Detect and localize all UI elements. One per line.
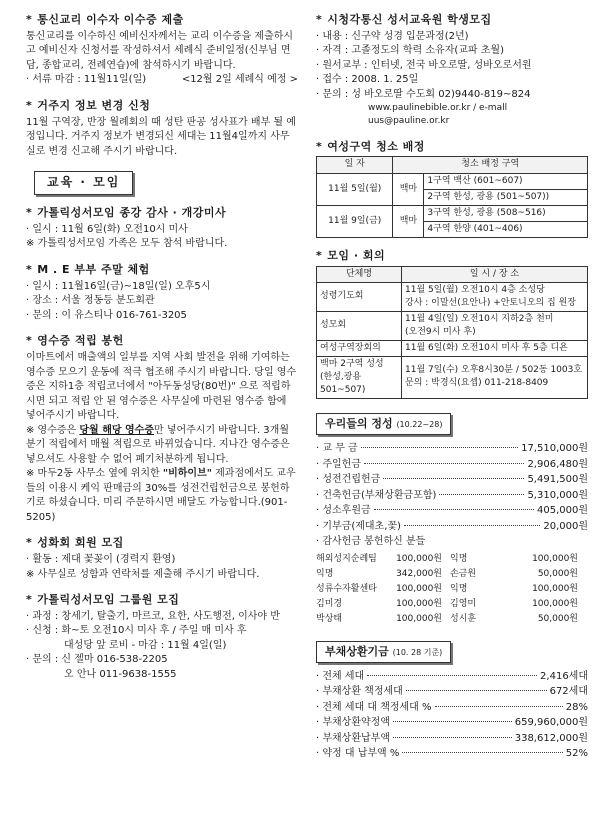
info-line: · 과정 : 창세기, 탈출기, 마르코, 요한, 사도행전, 이사야 반 [26, 610, 280, 622]
donor-name: 익명 [450, 553, 468, 564]
amount-value: 659,960,000원 [514, 717, 588, 729]
info-line: · 신청 : 화~토 오전10시 미사 후 / 주일 매 미사 후 [26, 625, 247, 637]
table-header: 일 자 [317, 157, 393, 173]
info-line: · 문의 : 신 젤마 016-538-2205 [26, 654, 168, 666]
offerings [316, 409, 588, 627]
donor-amount: 100,000원 [396, 553, 442, 564]
table-row: 11월 5일(월) 백마 1구역 백산 (601~607) [317, 173, 588, 189]
amount-value: 17,510,000원 [521, 443, 588, 454]
notice-body: 이마트에서 매출액의 일부를 지역 사회 발전을 위해 기여하는 영수증 모으기 운동에 적극 협조해 주시기 바랍니다. 당일 영수증은 지하1층 적립코너에서 "아두동성당(80번)" 으로 적립하시면 되고 적립 안 된 영수증은 사무실에 마련된 영수증 함에 넣어주시기 바랍니다. [26, 352, 297, 422]
amount-label: · 성소후원금 [316, 505, 371, 516]
amount-row [316, 747, 588, 762]
donor-amount: 100,000원 [532, 583, 578, 594]
debt-fund [316, 637, 588, 762]
amount-value: 28% [565, 701, 588, 713]
info-line: · 장소 : 서울 정동등 분도회관 [26, 295, 155, 307]
section-title: * 여성구역 청소 배정 [316, 139, 425, 153]
table-header: 청소 배정 구역 [393, 157, 588, 173]
section-title: * M . E 부부 주말 체험 [26, 262, 150, 276]
amount-value: 2,906,480원 [527, 458, 588, 470]
donor-grid [316, 552, 588, 627]
donor-amount: 100,000원 [532, 553, 578, 564]
table-row: 11월 9일(금) 백마 3구역 한성, 광용 (508~516) [317, 205, 588, 221]
amount-row [316, 716, 588, 731]
amount-row [316, 732, 588, 747]
table-header: 단체명 [317, 266, 402, 282]
amount-row [316, 685, 588, 700]
amount-value: 338,612,000원 [514, 732, 588, 744]
donor-amount: 100,000원 [532, 598, 578, 609]
meetings [316, 248, 588, 399]
info-line: · 문의 : 성 바오로딸 수도회 02)9440-819~824 [316, 88, 531, 100]
section-title: * 시청각통신 성서교육원 학생모집 [316, 13, 492, 26]
amount-value: 405,000원 [536, 505, 588, 516]
notice-body: ※ 마두2동 사무소 옆에 위치한 "비하이브" 제과점에서도 교우들의 이용시 케익 판매금의 30%를 성전건립헌금으로 봉헌하기로 하셨습니다. 미리 주문하시면 배달도 가능합니다.(901-5205) [26, 468, 296, 523]
info-line: · 내용 : 신구약 성경 입문과정(2년) [316, 30, 469, 42]
donor-amount: 50,000원 [537, 613, 578, 624]
info-line: · 활동 : 제대 꽃꽂이 (경력지 환영) [26, 554, 176, 566]
notice-catechism [26, 12, 298, 88]
donor-name: 김미경 [316, 598, 343, 609]
amount-row [316, 458, 588, 473]
donor-name: 김영미 [450, 598, 477, 609]
donor-name: 손금원 [450, 568, 477, 579]
amount-label: · 부채상환납부액 [316, 732, 390, 744]
contact-url[interactable]: www.paulinebible.or.kr / e-mall uus@pauline.or.kr [368, 103, 508, 127]
section-title: 부채상환기금 (10. 28 기준) [316, 641, 451, 663]
donor-amount: 100,000원 [396, 613, 442, 624]
table-row: 여성구역장회의 11월 6일(화) 오전10시 미사 후 5층 디욘 [317, 340, 588, 356]
amount-row [316, 489, 588, 504]
amount-row [316, 504, 588, 519]
notice-flower [26, 535, 298, 582]
section-title: * 가톨릭성서모임 그룹원 모집 [26, 593, 180, 607]
donor-name: 해외성지순례팀 [316, 553, 377, 564]
info-line: · 문의 : 이 유스티나 016-761-3205 [26, 309, 187, 321]
section-title: * 통신교리 이수자 이수증 제출 [26, 13, 184, 26]
amount-label: · 주일헌금 [316, 458, 361, 470]
amount-label: · 교 무 금 [316, 443, 358, 454]
amount-row [316, 701, 588, 716]
debt-list [316, 670, 588, 762]
notice-body: ※ 영수증은 당월 해당 영수증만 넣어주시기 바랍니다. 3개월분기 적립에서 매월 적립으로 바뀌었습니다. 지나간 영수증은 넣으셔도 사용할 수 없어 폐기처분하게 됩니다. [26, 424, 290, 465]
deadline-note: <12월 2일 세례식 예정 > [181, 74, 298, 86]
table-row: 성모회 11월 4일(일) 오전10시 지하2층 천미 (오전9시 미사 후) [317, 311, 588, 340]
info-line: · 접수 : 2008. 1. 25일 [316, 74, 419, 86]
amount-value: 2,416세대 [540, 670, 588, 682]
amount-label: · 부채상환약정액 [316, 717, 390, 729]
cleaning-schedule [316, 139, 588, 238]
table-row: 백마 2구역 성성 (한성,광용 501~507) 11월 7일(수) 오후8시30분 / 502동 1003호 문의 : 박경식(요셉) 011-218-8409 [317, 356, 588, 398]
info-line: ※ 사무실로 성함과 연락처를 제출해 주시기 바랍니다. [26, 568, 260, 580]
table-row: 성령기도회 11월 5일(월) 오전10시 4층 소성당 강사 : 이말선(요안나) +안토니오의 집 원장 [317, 282, 588, 311]
donor-amount: 50,000원 [537, 568, 578, 579]
amount-row [316, 520, 588, 535]
notice-receipt [26, 333, 298, 525]
donor-amount: 342,000원 [396, 568, 442, 579]
amount-label: · 약정 대 납부액 % [316, 748, 400, 760]
amount-label: · 성전건립헌금 [316, 474, 381, 485]
donor-name: 박상태 [316, 613, 343, 624]
notice-bible-group [26, 592, 298, 682]
table-header: 일 시 / 장 소 [402, 266, 588, 282]
info-line: 오 안나 011-9638-1555 [64, 668, 177, 680]
amount-label: · 전체 세대 [316, 670, 365, 682]
notice-bible-mass [26, 205, 298, 252]
left-column [26, 12, 298, 692]
donor-name: 성류수자활센타 [316, 583, 377, 594]
category-heading: 교육 · 모임 [34, 171, 133, 194]
section-title: 우리들의 정성 (10.22~28) [316, 413, 451, 435]
donor-amount: 100,000원 [396, 583, 442, 594]
cleaning-table: 일 자 청소 배정 구역 11월 5일(월) 백마 1구역 백산 (601~607) 2구역 한성, 광용 (501~507)) 11월 9일(금) 백마 3구역 한성, 광용 (508~516) 4구역 한양 (401~406) [316, 156, 588, 237]
section-title: * 영수증 적립 봉헌 [26, 334, 124, 348]
offering-list [316, 442, 588, 534]
meeting-table [316, 266, 588, 399]
donor-name: 익명 [450, 583, 468, 594]
donor-name: 익명 [316, 568, 334, 579]
section-title: * 성화회 회원 모집 [26, 536, 124, 550]
info-line: · 자격 : 고졸정도의 학력 소유자(교파 초월) [316, 45, 504, 57]
notice-address [26, 98, 298, 159]
info-line: · 원서교부 : 인터넷, 전국 바오로딸, 성바오로서원 [316, 59, 532, 71]
amount-row [316, 473, 588, 488]
amount-value: 20,000원 [543, 520, 588, 532]
amount-row [316, 670, 588, 685]
right-column [316, 12, 588, 772]
notice-me [26, 262, 298, 323]
section-title: * 거주지 정보 변경 신청 [26, 98, 151, 112]
amount-label: · 부채상환 책정세대 [316, 686, 403, 698]
notice-body: 통신교리를 이수하신 예비신자께서는 교리 이수증을 제출하시고 예비신자 신청서를 작성하셔서 세례식 준비일정(신부님 면담, 종합교리, 전례연습)에 참석하시기 바랍니다. [26, 30, 294, 71]
notice-bible-school [316, 12, 588, 129]
amount-row [316, 442, 588, 457]
amount-value: 5,491,500원 [527, 474, 588, 485]
deadline-label: · 서류 마감 : 11월11일(일) [26, 74, 147, 86]
donor-amount: 100,000원 [396, 598, 442, 609]
amount-label: · 기부금(제대초,꽃) [316, 520, 401, 532]
amount-value: 672세대 [549, 686, 588, 698]
info-line: · 일시 : 11월16일(금)~18일(일) 오후5시 [26, 280, 211, 292]
amount-value: 52% [565, 748, 588, 760]
section-title: * 모임 · 회의 [316, 248, 386, 262]
section-title: * 가톨릭성서모임 종강 감사 · 개강미사 [26, 205, 227, 219]
notice-body: 11월 구역장, 반장 월례회의 때 성탄 판공 성사표가 배부 될 예정입니다. 거주지 정보가 변경되신 세대는 11월4일까지 사무실로 변경 신고해 주시기 바랍니다. [26, 116, 296, 157]
thanks-label: · 감사헌금 봉헌하신 분들 [316, 536, 426, 547]
donor-name: 성시훈 [450, 613, 477, 624]
info-line: ※ 가톨릭성서모임 가족은 모두 참석 바랍니다. [26, 238, 228, 250]
amount-label: · 건축헌금(부채상환금포함) [316, 489, 437, 501]
amount-label: · 전체 세대 대 책정세대 % [316, 701, 432, 713]
info-line: · 일시 : 11월 6일(화) 오전10시 미사 [26, 223, 188, 235]
info-line: 대성당 앞 로비 - 마감 : 11월 4일(일) [64, 639, 227, 651]
amount-value: 5,310,000원 [527, 489, 588, 501]
